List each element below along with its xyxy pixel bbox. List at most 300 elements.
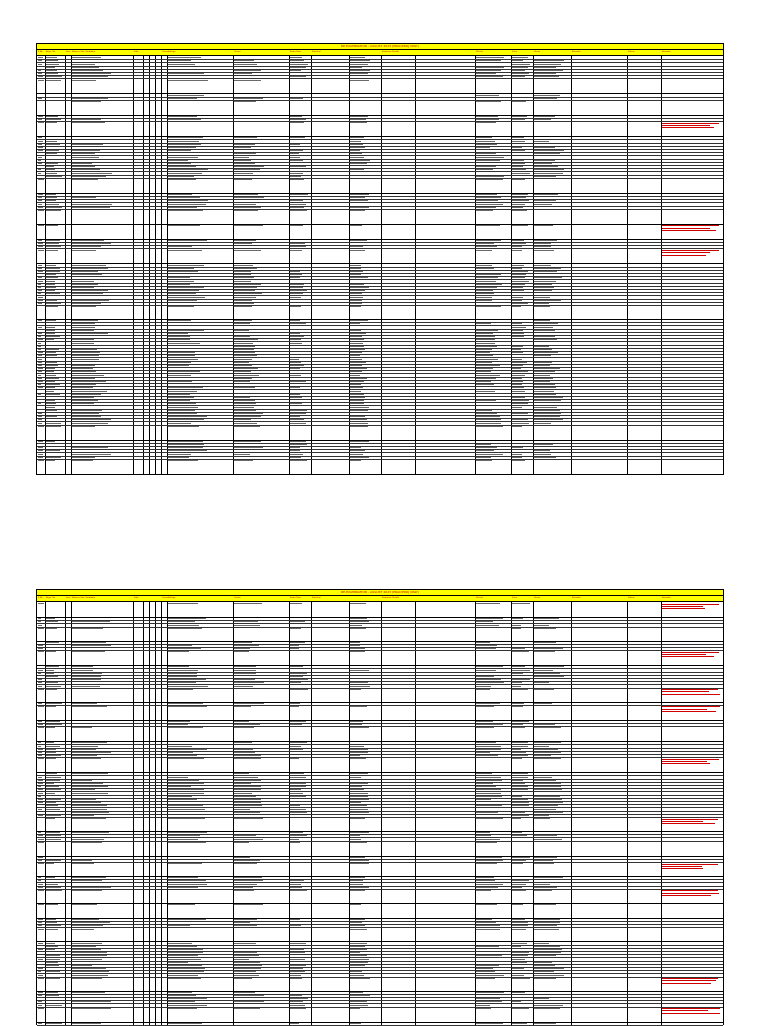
cell-text (290, 166, 306, 167)
cell-text (512, 929, 526, 930)
cell-text (38, 839, 44, 840)
cell-text (350, 287, 369, 288)
cell-text (46, 809, 60, 810)
cell-text (38, 365, 42, 366)
cell-text (512, 290, 524, 291)
cell-text (290, 274, 302, 275)
cell-text (46, 64, 59, 65)
cell-text (534, 724, 555, 725)
cell-text (38, 809, 42, 810)
cell-text (290, 890, 307, 891)
cell-text (290, 179, 304, 180)
remark-text (662, 250, 719, 251)
cell-text (476, 265, 492, 266)
cell-text (512, 1008, 529, 1009)
table-row (37, 903, 723, 919)
cell-text (534, 857, 557, 858)
cell-text (234, 413, 263, 414)
cell-text (46, 339, 54, 340)
cell-text (46, 642, 59, 643)
cell-text (46, 706, 56, 707)
cell-text (168, 943, 192, 944)
cell-text (168, 387, 203, 388)
cell-text (46, 783, 54, 784)
cell-text (72, 76, 108, 77)
column-header: Course (162, 597, 169, 599)
cell-text (168, 137, 203, 138)
cell-text (168, 290, 199, 291)
cell-text (234, 454, 250, 455)
cell-text (168, 394, 190, 395)
cell-text (72, 300, 109, 301)
cell-text (234, 925, 257, 926)
cell-text (168, 407, 198, 408)
cell-text (72, 971, 109, 972)
cell-text (168, 268, 194, 269)
cell-text (512, 281, 529, 282)
cell-text (534, 786, 561, 787)
cell-text (534, 153, 560, 154)
cell-text (72, 375, 104, 376)
cell-text (38, 860, 42, 861)
cell-text (38, 173, 41, 174)
cell-text (476, 818, 503, 819)
cell-text (46, 962, 58, 963)
cell-text (38, 293, 41, 294)
cell-text (46, 271, 60, 272)
cell-text (234, 359, 252, 360)
cell-text (290, 150, 303, 151)
cell-text (290, 157, 300, 158)
cell-text (512, 240, 524, 241)
cell-text (512, 922, 528, 923)
cell-text (512, 384, 522, 385)
cell-text (534, 368, 560, 369)
cell-text (234, 101, 256, 102)
cell-text (512, 749, 521, 750)
cell-text (72, 786, 108, 787)
cell-text (46, 169, 55, 170)
cell-text (476, 293, 494, 294)
cell-text (290, 832, 303, 833)
cell-text (234, 381, 250, 382)
cell-text (38, 904, 44, 905)
cell-text (168, 204, 206, 205)
cell-text (534, 975, 564, 976)
cell-text (512, 812, 525, 813)
cell-text (534, 141, 549, 142)
cell-text (168, 95, 204, 96)
cell-text (534, 802, 563, 803)
cell-text (350, 863, 369, 864)
cell-text (290, 333, 300, 334)
cell-text (72, 419, 111, 420)
cell-text (168, 416, 207, 417)
cell-text (72, 271, 98, 272)
cell-text (534, 204, 552, 205)
cell-text (476, 73, 496, 74)
cell-text (72, 805, 107, 806)
cell-text (512, 603, 530, 604)
cell-text (350, 400, 364, 401)
cell-text (234, 240, 256, 241)
cell-text (476, 742, 496, 743)
cell-text (234, 799, 261, 800)
cell-text (234, 210, 258, 211)
cell-text (72, 922, 110, 923)
cell-text (476, 1023, 503, 1024)
cell-text (168, 160, 188, 161)
cell-text (512, 197, 526, 198)
cell-text (350, 225, 362, 226)
cell-text (290, 642, 305, 643)
cell-text (476, 706, 494, 707)
column-header: Status (628, 51, 635, 53)
cell-text (38, 284, 41, 285)
cell-text (234, 80, 261, 81)
cell-text (38, 197, 42, 198)
column-header: Subj (134, 51, 139, 53)
cell-text (38, 880, 41, 881)
cell-text (168, 689, 193, 690)
cell-text (290, 287, 303, 288)
cell-text (534, 98, 557, 99)
cell-text (476, 755, 498, 756)
column-header: Sem (66, 597, 71, 599)
cell-text (38, 349, 41, 350)
cell-text (350, 971, 362, 972)
cell-text (72, 384, 96, 385)
cell-text (38, 378, 42, 379)
cell-text (168, 57, 201, 58)
cell-text (72, 686, 100, 687)
cell-text (234, 173, 253, 174)
cell-text (38, 842, 44, 843)
cell-text (46, 457, 61, 458)
table-row (37, 650, 723, 666)
cell-text (512, 147, 522, 148)
cell-text (534, 796, 560, 797)
cell-text (512, 796, 522, 797)
cell-text (476, 204, 503, 205)
cell-text (350, 365, 362, 366)
column-header: Remarks (572, 51, 581, 53)
cell-text (476, 297, 492, 298)
cell-text (168, 454, 191, 455)
cell-text (350, 799, 369, 800)
cell-text (290, 419, 304, 420)
cell-text (38, 682, 42, 683)
cell-text (476, 975, 504, 976)
sheet-title: RE-EXAMINATION - AUGUST 2023 (PRAC/PROJ ONLY) (37, 44, 723, 50)
cell-text (168, 64, 195, 65)
cell-text (168, 362, 191, 363)
cell-text (46, 777, 61, 778)
cell-text (512, 689, 528, 690)
cell-text (290, 173, 303, 174)
cell-text (476, 998, 500, 999)
cell-text (168, 200, 208, 201)
cell-text (38, 890, 44, 891)
cell-text (476, 648, 496, 649)
cell-text (234, 265, 253, 266)
cell-text (72, 426, 95, 427)
cell-text (534, 397, 563, 398)
cell-text (512, 101, 526, 102)
cell-text (72, 67, 99, 68)
cell-text (350, 802, 361, 803)
cell-text (534, 887, 557, 888)
cell-text (512, 419, 528, 420)
cell-text (46, 268, 60, 269)
cell-text (46, 194, 56, 195)
cell-text (534, 271, 557, 272)
cell-text (476, 880, 495, 881)
cell-text (350, 423, 368, 424)
cell-text (168, 194, 192, 195)
cell-text (234, 397, 250, 398)
cell-text (350, 890, 365, 891)
column-header: Practical (312, 597, 321, 599)
cell-text (72, 349, 97, 350)
cell-text (168, 157, 198, 158)
cell-text (38, 1005, 42, 1006)
cell-text (534, 346, 549, 347)
cell-text (534, 362, 552, 363)
cell-text (476, 676, 494, 677)
cell-text (234, 368, 258, 369)
cell-text (46, 670, 54, 671)
remark-text (662, 652, 719, 653)
cell-text (476, 359, 498, 360)
cell-text (38, 194, 43, 195)
cell-text (534, 919, 560, 920)
cell-text (234, 749, 253, 750)
remark-text (662, 759, 719, 760)
remark-text (662, 819, 718, 820)
cell-text (234, 225, 263, 226)
cell-text (168, 783, 204, 784)
cell-text (168, 73, 204, 74)
cell-text (290, 144, 300, 145)
cell-text (534, 410, 560, 411)
cell-text (38, 394, 41, 395)
cell-text (534, 628, 556, 629)
cell-text (38, 277, 42, 278)
cell-text (290, 706, 299, 707)
cell-text (476, 642, 490, 643)
cell-text (38, 978, 44, 979)
cell-text (476, 355, 493, 356)
cell-text (534, 780, 556, 781)
cell-text (234, 625, 260, 626)
cell-text (72, 802, 101, 803)
cell-text (72, 57, 101, 58)
cell-text (38, 290, 42, 291)
cell-text (46, 755, 61, 756)
cell-text (168, 818, 205, 819)
cell-text (168, 116, 197, 117)
cell-text (534, 297, 550, 298)
cell-text (46, 618, 55, 619)
cell-text (168, 992, 192, 993)
cell-text (38, 76, 43, 77)
cell-text (38, 371, 42, 372)
cell-text (290, 153, 299, 154)
cell-text (350, 943, 367, 944)
cell-text (534, 200, 556, 201)
column-header: Centre (234, 51, 241, 53)
cell-text (46, 352, 56, 353)
cell-text (46, 60, 58, 61)
column-header: Zone (512, 597, 518, 599)
cell-text (350, 197, 365, 198)
cell-text (290, 116, 302, 117)
cell-text (46, 863, 54, 864)
cell-text (168, 403, 196, 404)
cell-text (46, 284, 55, 285)
cell-text (38, 281, 43, 282)
cell-text (350, 147, 365, 148)
cell-text (476, 287, 497, 288)
cell-text (72, 809, 107, 810)
cell-text (534, 815, 549, 816)
cell-text (168, 98, 197, 99)
remark-text (662, 821, 703, 822)
cell-text (168, 1008, 197, 1009)
cell-text (46, 686, 61, 687)
cell-text (534, 809, 556, 810)
cell-text (534, 384, 555, 385)
cell-text (38, 673, 41, 674)
cell-text (350, 60, 370, 61)
cell-text (534, 284, 552, 285)
cell-text (512, 780, 523, 781)
cell-text (234, 73, 252, 74)
cell-text (350, 70, 370, 71)
cell-text (350, 949, 367, 950)
cell-text (72, 943, 102, 944)
cell-text (234, 274, 251, 275)
cell-text (534, 119, 551, 120)
cell-text (290, 648, 299, 649)
cell-text (46, 73, 58, 74)
cell-text (512, 887, 522, 888)
cell-text (350, 265, 361, 266)
cell-text (168, 400, 190, 401)
cell-text (512, 349, 521, 350)
cell-text (38, 119, 42, 120)
cell-text (234, 330, 249, 331)
cell-text (38, 355, 42, 356)
cell-text (72, 265, 106, 266)
remark-text (662, 123, 719, 124)
cell-text (350, 460, 361, 461)
cell-text (168, 863, 202, 864)
cell-text (534, 400, 561, 401)
cell-text (234, 144, 255, 145)
cell-text (72, 343, 94, 344)
cell-text (234, 447, 263, 448)
cell-text (534, 777, 552, 778)
cell-text (234, 349, 254, 350)
cell-text (290, 679, 308, 680)
cell-text (512, 173, 530, 174)
cell-text (168, 173, 202, 174)
cell-text (38, 303, 42, 304)
cell-text (512, 832, 522, 833)
cell-text (38, 163, 42, 164)
cell-text (476, 645, 497, 646)
cell-text (38, 423, 42, 424)
cell-text (350, 793, 368, 794)
cell-text (534, 365, 550, 366)
cell-text (234, 666, 256, 667)
cell-text (350, 642, 360, 643)
cell-text (534, 336, 555, 337)
column-header: Venue (534, 597, 541, 599)
cell-text (72, 153, 95, 154)
cell-text (168, 706, 207, 707)
cell-text (168, 746, 192, 747)
cell-text (476, 749, 501, 750)
cell-text (234, 98, 263, 99)
cell-text (168, 618, 206, 619)
cell-text (72, 150, 100, 151)
cell-text (476, 832, 490, 833)
cell-text (534, 394, 556, 395)
cell-text (234, 812, 260, 813)
cell-text (476, 339, 495, 340)
cell-text (350, 381, 364, 382)
cell-text (72, 842, 102, 843)
cell-text (512, 648, 525, 649)
cell-text (168, 799, 197, 800)
cell-text (476, 721, 493, 722)
cell-text (290, 246, 306, 247)
cell-text (534, 978, 556, 979)
table-row (37, 688, 723, 703)
cell-text (168, 1023, 202, 1024)
cell-text (38, 796, 41, 797)
cell-text (534, 922, 560, 923)
cell-text (350, 992, 363, 993)
remark-text (662, 761, 707, 762)
cell-text (290, 1005, 305, 1006)
cell-text (234, 293, 262, 294)
cell-text (476, 789, 501, 790)
cell-text (46, 416, 57, 417)
cell-text (534, 799, 562, 800)
cell-text (350, 842, 367, 843)
table-row (37, 757, 723, 773)
cell-text (534, 955, 556, 956)
cell-text (72, 880, 102, 881)
cell-text (72, 293, 103, 294)
cell-text (46, 176, 62, 177)
cell-text (476, 76, 503, 77)
cell-text (512, 287, 523, 288)
cell-text (350, 783, 368, 784)
cell-text (38, 943, 43, 944)
cell-text (38, 179, 44, 180)
cell-text (72, 703, 97, 704)
cell-text (534, 676, 564, 677)
cell-text (534, 76, 559, 77)
cell-text (534, 240, 557, 241)
cell-text (512, 300, 522, 301)
cell-text (72, 832, 109, 833)
